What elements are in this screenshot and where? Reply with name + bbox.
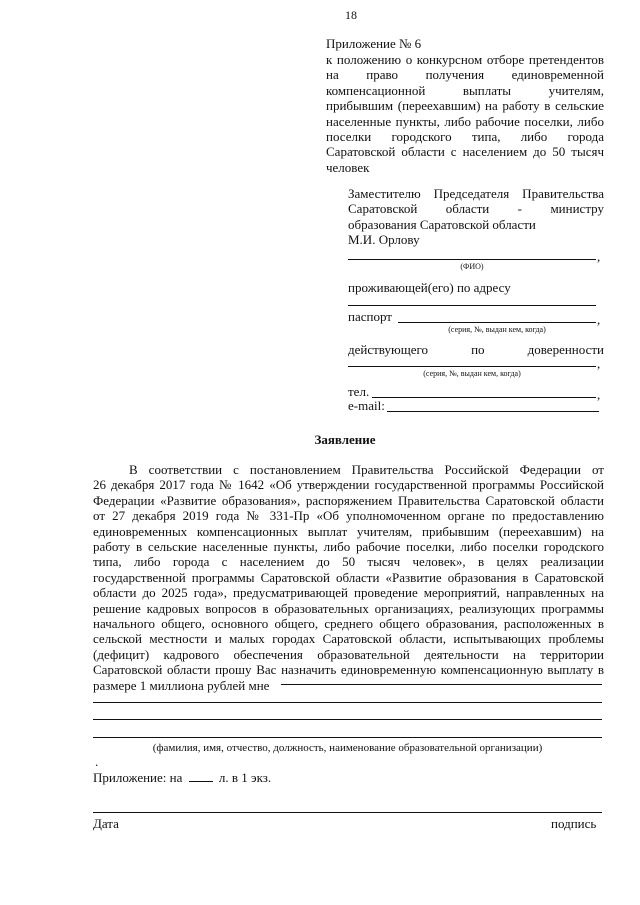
recipient-line[interactable] — [93, 719, 602, 720]
attachment-label-prefix: Приложение: на — [93, 770, 183, 785]
recipient-line[interactable] — [93, 737, 602, 738]
addressee-line: М.И. Орлову — [348, 232, 420, 248]
statement-line: 26 декабря 2017 года № 1642 «Об утверждении государственной программы Российской — [93, 477, 604, 493]
appendix-line: к положению о конкурсном отборе претендентов — [326, 52, 604, 67]
statement-line: единовременных компенсационных выплат учителям, прибывшим (переехавшим) на — [93, 523, 604, 539]
statement-line: сельской местности и малых городах Саратовской области, испытывающих проблемы — [93, 631, 604, 647]
date-label: Дата — [93, 816, 119, 831]
statement-line: начального общего, основного общего, среднего общего образования, расположенных в — [93, 616, 604, 632]
addressee-block — [348, 186, 604, 248]
appendix-line: на право получения единовременной — [326, 67, 604, 83]
statement-line: типа, либо города с населением до 50 тысяч человек», в целях реализации — [93, 554, 604, 570]
appendix-line: компенсационной выплаты учителям, — [326, 82, 604, 98]
appendix-line: населенные пункты, либо рабочие поселки, либо — [326, 113, 604, 129]
addressee-line: Заместителю Председателя Правительства — [348, 186, 604, 201]
passport-line[interactable] — [398, 322, 596, 323]
statement-title: Заявление — [314, 432, 376, 447]
statement-line: работу в сельские населенные пункты, либо рабочие поселки, либо поселки городского — [93, 539, 604, 555]
footer-line — [93, 812, 602, 813]
appendix-text — [326, 52, 604, 175]
residing-label: проживающей(его) по адресу — [348, 280, 511, 295]
statement-line: государственной программы Саратовской области «Развитие образования в Саратовской — [93, 569, 604, 585]
statement-line: Федерации «Развитие образования», распоряжением Правительства Саратовской области — [93, 492, 604, 508]
address-line[interactable] — [348, 305, 596, 306]
proxy-caption: (серия, №, выдан кем, когда) — [423, 369, 521, 378]
addressee-line: образования Саратовской области — [348, 216, 536, 232]
attachment-label-suffix: л. в 1 экз. — [218, 770, 272, 785]
statement-line: Саратовской области прошу Вас назначить единовременную компенсационную выплату в — [93, 662, 604, 678]
proxy-label: действующего по доверенности — [348, 342, 604, 357]
statement-line: размере 1 миллиона рублей мне — [93, 677, 270, 693]
email-label: e-mail: — [348, 398, 385, 413]
addressee-line: Саратовской области - министру — [348, 201, 604, 217]
appendix-line: поселки городского типа, либо города — [326, 129, 604, 145]
attachment-pages-field[interactable] — [189, 770, 213, 782]
passport-caption: (серия, №, выдан кем, когда) — [448, 325, 546, 334]
recipient-caption: (фамилия, имя, отчество, должность, наименование образовательной организации) — [152, 742, 543, 754]
statement-line: от 27 декабря 2019 года № 331-Пр «Об уполномоченном органе по предоставлению — [93, 508, 604, 524]
phone-label: тел. — [348, 384, 370, 399]
appendix-title: Приложение № 6 — [326, 36, 422, 51]
fio-comma: , — [597, 249, 601, 264]
recipient-line[interactable] — [281, 684, 602, 685]
phone-line[interactable] — [372, 397, 596, 398]
dot-mark: . — [95, 754, 99, 769]
statement-body — [93, 462, 604, 693]
page-number: 18 — [345, 8, 357, 22]
passport-comma: , — [597, 312, 601, 327]
passport-label: паспорт — [348, 309, 392, 324]
fio-line[interactable] — [348, 259, 596, 260]
email-line[interactable] — [387, 411, 599, 412]
proxy-comma: , — [597, 356, 601, 371]
attachment-row — [93, 770, 271, 785]
statement-line: (дефицит) кадрового обеспечения образовательной деятельности на территории — [93, 646, 604, 662]
statement-line: решение кадровых вопросов в образовательных организациях, реализующих программы — [93, 600, 604, 616]
statement-line: области до 2025 года», предусматривающей проведение мероприятий, направленных на — [93, 585, 604, 601]
proxy-line[interactable] — [348, 366, 596, 367]
recipient-line[interactable] — [93, 702, 602, 703]
signature-label: подпись — [551, 816, 597, 831]
fio-caption: (ФИО) — [460, 262, 484, 271]
appendix-line: Саратовской области с населением до 50 тысяч — [326, 144, 604, 160]
phone-comma: , — [597, 387, 601, 402]
appendix-line: прибывшим (переехавшим) на работу в сельские — [326, 98, 604, 114]
statement-line: В соответствии с постановлением Правительства Российской Федерации от — [129, 462, 604, 477]
appendix-line: человек — [326, 159, 370, 175]
